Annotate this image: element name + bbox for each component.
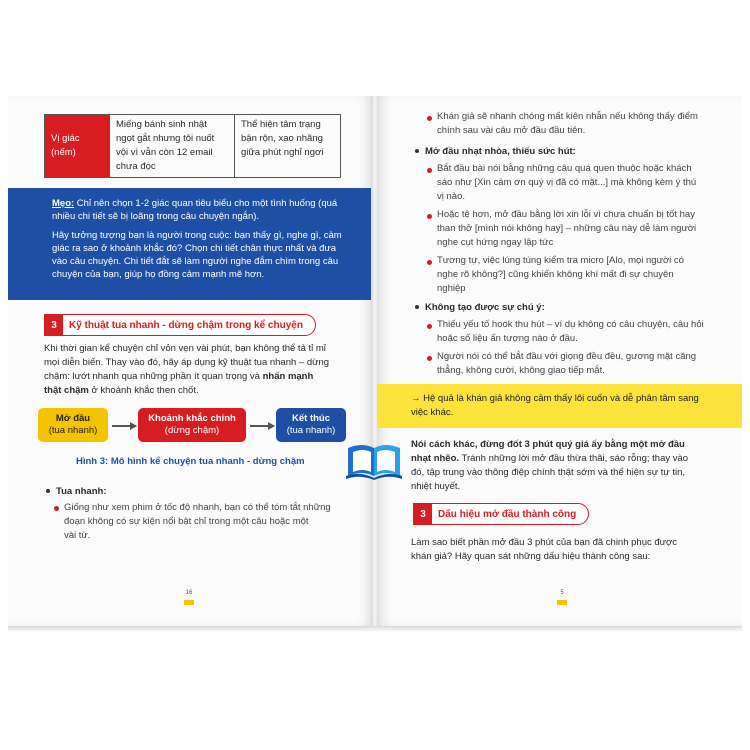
section-heading xyxy=(44,314,316,336)
table-key-line1: Vị giác xyxy=(51,133,80,144)
section-number: 3 xyxy=(45,315,63,335)
page-number: 5 xyxy=(560,590,564,596)
section-title: Dấu hiệu mở đầu thành công xyxy=(438,508,577,520)
consequence-line: → Hệ quả là khán giả không cảm thấy lôi cuốn và dễ phân tâm sang xyxy=(411,393,699,404)
item-line: nghiệp xyxy=(437,283,466,294)
summary-emphasis: nhạt nhẽo. xyxy=(411,453,460,464)
item-line: chính sau vài câu mở đầu đầu tiên. xyxy=(437,125,586,136)
page-number-bar xyxy=(184,600,194,605)
item-line: Bắt đầu bài nói bằng những câu quá quen thuộc hoặc khách xyxy=(437,163,692,174)
right-page xyxy=(377,96,742,626)
item-line: Khán giả sẽ nhanh chóng mất kiên nhẫn nếu không thấy điểm xyxy=(437,111,698,122)
intro-text: ở khoảnh khắc then chốt. xyxy=(88,385,199,396)
flow-box-opening xyxy=(38,408,108,442)
section-heading xyxy=(413,503,589,525)
section-title: Kỹ thuật tua nhanh - dừng chậm trong kể chuyện xyxy=(69,319,303,331)
open-book-icon xyxy=(344,440,404,480)
flow-box-ending xyxy=(276,408,346,442)
tip-line: Hãy tưởng tượng bạn là người trong cuộc: bạn thấy gì, nghe gì, cảm xyxy=(52,230,342,241)
bullet-dot xyxy=(427,324,432,329)
consequence-line: việc khác. xyxy=(411,407,454,418)
summary-text: Tránh những lời mở đầu thừa thãi, sáo rỗng; thay vào xyxy=(459,453,689,464)
flow-box-title: Mở đầu xyxy=(55,413,91,424)
table-key-line2: (nếm) xyxy=(51,147,76,158)
section-number: 3 xyxy=(414,504,432,524)
bullet-dot xyxy=(427,168,432,173)
intro-line: mọi diễn biến. Thay vào đó, hãy áp dụng kỹ thuật tua nhanh – dừng xyxy=(44,357,330,368)
tip-text: Chỉ nên chọn 1-2 giác quan tiêu biểu cho một tình huống (quá xyxy=(74,198,338,209)
page-number-bar xyxy=(557,600,567,605)
intro-text: chậm: lướt nhanh qua những phần ít quan trọng và xyxy=(44,371,263,382)
page-number: 16 xyxy=(185,590,193,596)
bullet-dot xyxy=(427,260,432,265)
table-example-cell xyxy=(110,115,235,178)
bullet-dot xyxy=(54,506,59,511)
tip-line: nhiều chi tiết sẽ bị loãng trong câu chuyện ngắn). xyxy=(52,211,260,222)
table-meaning-line: Thể hiện tâm trạng xyxy=(241,119,321,130)
closing-line: khán giả? Hãy quan sát những dấu hiệu thành công sau: xyxy=(411,551,651,562)
intro-line xyxy=(44,384,364,398)
item-line: Thiếu yếu tố hook thu hút – ví dụ không có câu chuyện, câu hỏi xyxy=(437,319,704,330)
item-line: nghe cụt hứng ngay lập tức xyxy=(437,237,554,248)
closing-line: Làm sao biết phần mở đầu 3 phút của bạn đã chinh phục được xyxy=(411,537,677,548)
summary-line: nhiệt huyết. xyxy=(411,481,461,492)
left-page xyxy=(8,96,373,626)
bullet-dot xyxy=(427,116,432,121)
item-line: Người nói có thể bắt đầu với giọng đều đều, gương mặt căng xyxy=(437,351,697,362)
senses-table xyxy=(44,114,341,178)
item-line: vị nào. xyxy=(437,191,465,202)
bullet-sub-line: vài từ. xyxy=(64,530,91,541)
flow-arrow xyxy=(112,425,136,427)
tip-box xyxy=(8,188,373,300)
item-line: thẳng, không cười, không giao tiếp mắt. xyxy=(437,365,605,376)
no-attention-title: Không tạo được sự chú ý: xyxy=(415,302,545,313)
intro-line: Khi thời gian kể chuyện chỉ vỏn vẹn vài phút, bạn không thể tả tỉ mỉ xyxy=(44,343,326,354)
summary-line: đó, tập trung vào thông điệp chính thật sớm và thể hiện sự tự tin, xyxy=(411,467,686,478)
table-example-line: vội vì vẫn còn 12 email xyxy=(116,147,213,158)
item-line: Tương tự, việc lúng túng kiểm tra micro [Alo, mọi người có xyxy=(437,255,684,266)
table-meaning-cell xyxy=(235,115,341,178)
table-key-cell xyxy=(45,115,110,178)
table-example-line: Miếng bánh sinh nhật xyxy=(116,119,207,130)
intro-emphasis: nhấn mạnh xyxy=(262,371,314,382)
summary-line xyxy=(411,452,736,466)
book-shadow xyxy=(8,626,742,632)
table-meaning-line: bận rộn, xao nhãng xyxy=(241,133,323,144)
bullet-fast-forward: Tua nhanh: xyxy=(46,486,106,497)
item-line: Hoặc tệ hơn, mở đầu bằng lời xin lỗi vì chưa chuẩn bị tốt hay xyxy=(437,209,695,220)
intro-line xyxy=(44,370,364,384)
tip-line: vào câu chuyện. Chi tiết đắt sẽ làm người nghe đắm chìm trong câu xyxy=(52,256,339,267)
figure-caption: Hình 3: Mô hình kể chuyện tua nhanh - dừng chậm xyxy=(76,456,305,467)
tip-line: giác ra sao ở khoảnh khắc đó? Chọn chi tiết chân thực nhất và đưa xyxy=(52,243,337,254)
bullet-dot xyxy=(427,356,432,361)
weak-opening-title: Mở đầu nhạt nhòa, thiếu sức hút: xyxy=(415,146,576,157)
flow-box-sub: (tua nhanh) xyxy=(48,425,98,436)
flow-box-title: Kết thúc xyxy=(292,413,330,424)
tip-label: Mẹo: xyxy=(52,198,75,209)
tip-line: chuyện của bạn, giúp họ đồng cảm mạnh mẽ hơn. xyxy=(52,269,265,280)
table-example-line: chưa đọc xyxy=(116,161,156,172)
table-example-line: ngọt gắt nhưng tôi nuốt xyxy=(116,133,215,144)
intro-emphasis: thật chậm xyxy=(44,385,89,396)
bullet-sub-line: Giống như xem phim ở tốc độ nhanh, bạn có thể tóm tắt những xyxy=(64,502,331,513)
flow-box-title: Khoảnh khắc chính xyxy=(148,413,236,424)
item-line: hoặc số liệu ấn tượng nào ở đầu. xyxy=(437,333,578,344)
flow-box-main-moment xyxy=(138,408,246,442)
tip-line xyxy=(52,197,342,210)
table-meaning-line: giữa phút nghỉ ngơi xyxy=(241,147,324,158)
consequence-box xyxy=(377,384,742,428)
item-line: sáo như [Xin cảm ơn quý vị đã có mặt...] mà không kèm ý thú xyxy=(437,177,697,188)
item-line: than thở [mình nói không hay] – những câu này dễ làm người xyxy=(437,223,697,234)
summary-bold-line: Nói cách khác, đừng đốt 3 phút quý giá ấy bằng một mở đầu xyxy=(411,439,685,450)
flow-arrow xyxy=(250,425,274,427)
item-line: nghe rõ không?] cũng khiến không khí mất đi sự chuyên xyxy=(437,269,674,280)
bullet-sub-line: đoạn không có sự kiện nổi bật chỉ trong một câu hoặc một xyxy=(64,516,309,527)
flow-box-sub: (dừng chậm) xyxy=(164,425,220,436)
flow-box-sub: (tua nhanh) xyxy=(286,425,336,436)
bullet-dot xyxy=(427,214,432,219)
